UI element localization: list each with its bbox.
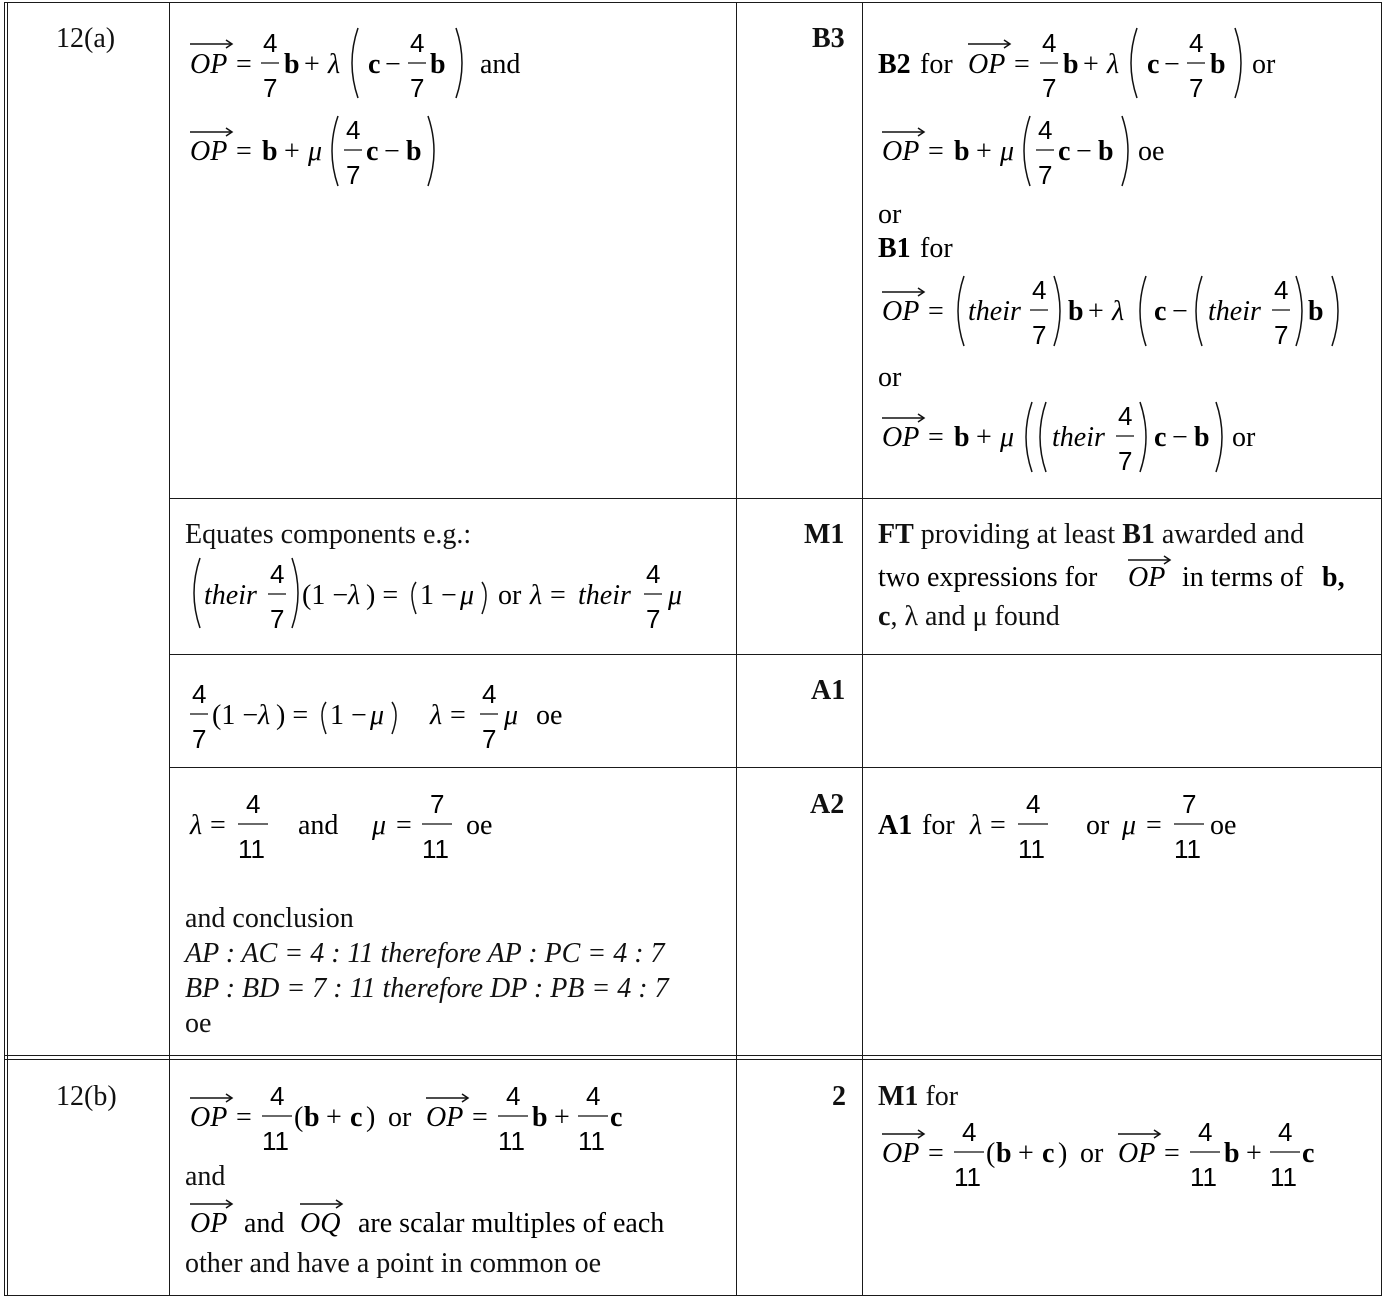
svg-text:=: = [210, 810, 226, 841]
svg-text:OP: OP [426, 1102, 464, 1133]
svg-text:OQ: OQ [300, 1208, 341, 1239]
svg-text:+: + [1088, 296, 1104, 327]
svg-text:λ: λ [348, 580, 361, 611]
table-border-bottom [4, 1295, 1382, 1296]
svg-text:=: = [472, 1102, 488, 1133]
svg-text:4: 4 [586, 1081, 601, 1111]
svg-text:11: 11 [238, 834, 265, 864]
svg-text:(: ( [986, 1138, 996, 1169]
svg-text:7: 7 [1274, 320, 1289, 350]
svg-text:B2: B2 [878, 49, 911, 80]
svg-text:=: = [928, 296, 944, 327]
guidance-m1-line3: c, λ and μ found [878, 601, 1060, 632]
svg-text:c: c [1147, 49, 1160, 80]
answer-a2-conclusion: and conclusion [185, 903, 354, 934]
svg-text:11: 11 [262, 1126, 289, 1156]
svg-text:B1: B1 [878, 233, 911, 264]
svg-text:or: or [388, 1102, 412, 1133]
mark-m1: M1 [804, 519, 845, 550]
svg-text:and: and [480, 49, 521, 80]
svg-text:c: c [1154, 422, 1167, 453]
answer-m1-equation [180, 552, 720, 642]
svg-text:+: + [284, 136, 300, 167]
svg-text:4: 4 [1189, 28, 1204, 58]
svg-text:λ: λ [190, 810, 203, 841]
svg-text:their: their [1208, 296, 1261, 327]
svg-text:b: b [1210, 49, 1226, 80]
svg-text:are scalar multiples of each: are scalar multiples of each [358, 1208, 665, 1239]
answer-a2-bp-ratio: BP : BD = 7 : 11 therefore DP : PB = 4 : 7 [185, 973, 669, 1004]
question-divider-b [4, 1059, 1382, 1060]
svg-text:): ) [366, 1102, 376, 1133]
svg-text:11: 11 [498, 1126, 525, 1156]
svg-text:4: 4 [1042, 28, 1057, 58]
svg-text:OP: OP [190, 1102, 228, 1133]
svg-text:7: 7 [263, 73, 278, 103]
column-divider-3 [862, 2, 863, 1296]
question-label-12b: 12(b) [56, 1081, 117, 1112]
svg-text:(1 −: (1 − [212, 700, 259, 731]
svg-text:+: + [1018, 1138, 1034, 1169]
row-divider-2 [169, 654, 1382, 655]
svg-text:or: or [498, 580, 522, 611]
equation-op-lambda [190, 28, 520, 103]
svg-text:b: b [1068, 296, 1084, 327]
svg-text:) =: ) = [366, 580, 399, 611]
svg-text:b: b [1098, 136, 1114, 167]
answer-b3-equations [180, 20, 540, 200]
svg-text:=: = [1014, 49, 1030, 80]
equation-op-mu [190, 115, 434, 190]
svg-text:λ: λ [328, 49, 341, 80]
answer-a2-ap-ratio: AP : AC = 4 : 11 therefore AP : PC = 4 : 7 [185, 938, 665, 969]
svg-text:OP: OP [190, 1208, 228, 1239]
svg-text:+: + [304, 49, 320, 80]
svg-text:=: = [928, 1138, 944, 1169]
answer-12b-equation [180, 1080, 720, 1160]
svg-text:OP: OP [968, 49, 1006, 80]
svg-text:for: for [920, 233, 953, 264]
svg-text:4: 4 [482, 679, 497, 709]
answer-a2-equation [180, 786, 720, 876]
answer-12b-and: and [185, 1161, 226, 1192]
svg-text:−: − [1172, 422, 1188, 453]
svg-text:OP: OP [882, 136, 920, 167]
svg-text:for: for [920, 49, 953, 80]
question-label-12a: 12(a) [56, 23, 116, 54]
svg-text:A1: A1 [878, 810, 913, 841]
svg-text:(1 −: (1 − [302, 580, 349, 611]
svg-text:=: = [236, 136, 252, 167]
svg-text:4: 4 [346, 115, 361, 145]
svg-text:=: = [236, 49, 252, 80]
svg-text:μ: μ [1000, 422, 1015, 453]
column-divider-2 [736, 2, 737, 1296]
svg-text:oe: oe [1210, 810, 1237, 841]
svg-text:oe: oe [1138, 136, 1165, 167]
svg-text:=: = [396, 810, 412, 841]
svg-text:7: 7 [270, 604, 285, 634]
row-divider-3 [169, 767, 1382, 768]
svg-text:μ: μ [668, 580, 683, 611]
svg-text:11: 11 [1270, 1162, 1297, 1192]
svg-text:b: b [954, 136, 970, 167]
svg-text:=: = [550, 580, 566, 611]
svg-text:−: − [1164, 49, 1180, 80]
svg-text:7: 7 [1118, 446, 1133, 476]
svg-text:μ: μ [504, 700, 519, 731]
svg-text:4: 4 [246, 789, 261, 819]
answer-12b-scalar-line [180, 1196, 720, 1240]
svg-text:OP: OP [1118, 1138, 1156, 1169]
svg-text:4: 4 [962, 1117, 977, 1147]
svg-text:b: b [532, 1102, 548, 1133]
question-divider-a [4, 1055, 1382, 1056]
svg-text:4: 4 [1118, 401, 1133, 431]
svg-text:and: and [244, 1208, 285, 1239]
table-border-left-inner [7, 2, 8, 1296]
svg-text:μ: μ [370, 700, 385, 731]
svg-text:c: c [368, 49, 381, 80]
svg-text:b: b [1224, 1138, 1240, 1169]
svg-text:two expressions for: two expressions for [878, 562, 1098, 593]
svg-text:4: 4 [410, 28, 425, 58]
svg-text:=: = [1164, 1138, 1180, 1169]
svg-text:7: 7 [192, 724, 207, 754]
svg-text:μ: μ [372, 810, 387, 841]
svg-text:−: − [385, 49, 401, 80]
mark-a1: A1 [811, 675, 846, 706]
svg-text:OP: OP [1128, 562, 1166, 593]
svg-text:=: = [236, 1102, 252, 1133]
svg-text:or: or [878, 199, 902, 230]
svg-text:11: 11 [1174, 834, 1201, 864]
guidance-a2-equation [870, 786, 1375, 876]
svg-text:11: 11 [578, 1126, 605, 1156]
svg-text:their: their [204, 580, 257, 611]
svg-text:−: − [384, 136, 400, 167]
svg-text:11: 11 [1190, 1162, 1217, 1192]
svg-text:c: c [1042, 1138, 1055, 1169]
svg-text:4: 4 [1198, 1117, 1213, 1147]
svg-text:b: b [954, 422, 970, 453]
svg-text:OP: OP [882, 296, 920, 327]
svg-text:c: c [610, 1102, 623, 1133]
svg-text:oe: oe [466, 810, 493, 841]
svg-text:b: b [1194, 422, 1210, 453]
svg-text:7: 7 [410, 73, 425, 103]
guidance-12b-m1: M1 for [878, 1081, 959, 1112]
svg-text:7: 7 [346, 160, 361, 190]
mark-2: 2 [832, 1081, 846, 1112]
svg-text:+: + [1246, 1138, 1262, 1169]
svg-text:or: or [1080, 1138, 1104, 1169]
svg-text:7: 7 [1038, 160, 1053, 190]
answer-m1-intro: Equates components e.g.: [185, 519, 472, 550]
svg-text:4: 4 [1278, 1117, 1293, 1147]
svg-text:or: or [1252, 49, 1276, 80]
svg-text:4: 4 [1026, 789, 1041, 819]
svg-text:b: b [996, 1138, 1012, 1169]
svg-text:b: b [430, 49, 446, 80]
svg-text:=: = [928, 136, 944, 167]
svg-text:b: b [1063, 49, 1079, 80]
svg-text:−: − [1172, 296, 1188, 327]
svg-text:=: = [1146, 810, 1162, 841]
svg-text:μ: μ [1122, 810, 1137, 841]
svg-text:and: and [298, 810, 339, 841]
svg-text:λ: λ [1112, 296, 1125, 327]
svg-text:+: + [1083, 49, 1099, 80]
svg-text:4: 4 [270, 559, 285, 589]
svg-text:b: b [262, 136, 278, 167]
svg-text:+: + [554, 1102, 570, 1133]
svg-text:7: 7 [646, 604, 661, 634]
row-divider-1 [169, 498, 1382, 499]
svg-text:4: 4 [263, 28, 278, 58]
guidance-12b-equation [870, 1116, 1375, 1196]
svg-text:their: their [578, 580, 631, 611]
svg-text:=: = [450, 700, 466, 731]
svg-text:+: + [976, 422, 992, 453]
svg-text:7: 7 [430, 789, 445, 819]
svg-text:−: − [1076, 136, 1092, 167]
svg-text:OP: OP [882, 422, 920, 453]
mark-b3: B3 [812, 23, 845, 54]
svg-text:4: 4 [270, 1081, 285, 1111]
svg-text:b: b [1308, 296, 1324, 327]
svg-text:4: 4 [646, 559, 661, 589]
svg-text:+: + [326, 1102, 342, 1133]
answer-a1-equation [180, 672, 720, 762]
svg-text:1 −: 1 − [420, 580, 457, 611]
svg-text:4: 4 [1274, 275, 1289, 305]
table-border-right [1381, 2, 1382, 1296]
svg-text:for: for [922, 810, 955, 841]
svg-text:b: b [284, 49, 300, 80]
svg-text:=: = [990, 810, 1006, 841]
svg-text:7: 7 [1182, 789, 1197, 819]
svg-text:or: or [1232, 422, 1256, 453]
svg-text:λ: λ [530, 580, 543, 611]
svg-text:OP: OP [190, 136, 228, 167]
svg-text:λ: λ [258, 700, 271, 731]
svg-text:7: 7 [1032, 320, 1047, 350]
svg-text:μ: μ [460, 580, 475, 611]
table-border-top [4, 2, 1382, 3]
svg-text:c: c [1302, 1138, 1315, 1169]
svg-text:c: c [1154, 296, 1167, 327]
svg-text:OP: OP [882, 1138, 920, 1169]
svg-text:11: 11 [1018, 834, 1045, 864]
svg-text:λ: λ [430, 700, 443, 731]
svg-text:λ: λ [1107, 49, 1120, 80]
svg-text:(: ( [294, 1102, 304, 1133]
svg-text:oe: oe [536, 700, 563, 731]
svg-text:4: 4 [506, 1081, 521, 1111]
svg-text:4: 4 [192, 679, 207, 709]
svg-text:) =: ) = [276, 700, 309, 731]
svg-text:OP: OP [190, 49, 228, 80]
svg-text:their: their [1052, 422, 1105, 453]
column-divider-1 [169, 2, 170, 1296]
guidance-b3 [870, 20, 1375, 490]
svg-text:c: c [1058, 136, 1071, 167]
answer-a2-oe: oe [185, 1008, 212, 1039]
table-border-left [4, 2, 5, 1296]
svg-text:=: = [928, 422, 944, 453]
svg-text:λ: λ [970, 810, 983, 841]
svg-text:7: 7 [1042, 73, 1057, 103]
svg-text:in terms of: in terms of [1182, 562, 1304, 593]
svg-text:): ) [1058, 1138, 1068, 1169]
svg-text:b: b [304, 1102, 320, 1133]
svg-text:7: 7 [482, 724, 497, 754]
guidance-m1-line1: FT providing at least B1 awarded and [878, 519, 1305, 550]
svg-text:+: + [976, 136, 992, 167]
svg-text:4: 4 [1038, 115, 1053, 145]
svg-text:7: 7 [1189, 73, 1204, 103]
svg-text:or: or [878, 362, 902, 393]
svg-text:1 −: 1 − [330, 700, 367, 731]
svg-text:c: c [366, 136, 379, 167]
guidance-m1-line2 [870, 552, 1375, 600]
svg-text:b,: b, [1322, 562, 1345, 593]
svg-text:μ: μ [308, 136, 323, 167]
svg-text:c: c [350, 1102, 363, 1133]
svg-text:μ: μ [1000, 136, 1015, 167]
mark-a2: A2 [810, 789, 845, 820]
svg-text:11: 11 [954, 1162, 981, 1192]
answer-12b-common-point: other and have a point in common oe [185, 1248, 601, 1279]
svg-text:their: their [968, 296, 1021, 327]
svg-text:11: 11 [422, 834, 449, 864]
svg-text:or: or [1086, 810, 1110, 841]
svg-text:b: b [406, 136, 422, 167]
svg-text:4: 4 [1032, 275, 1047, 305]
